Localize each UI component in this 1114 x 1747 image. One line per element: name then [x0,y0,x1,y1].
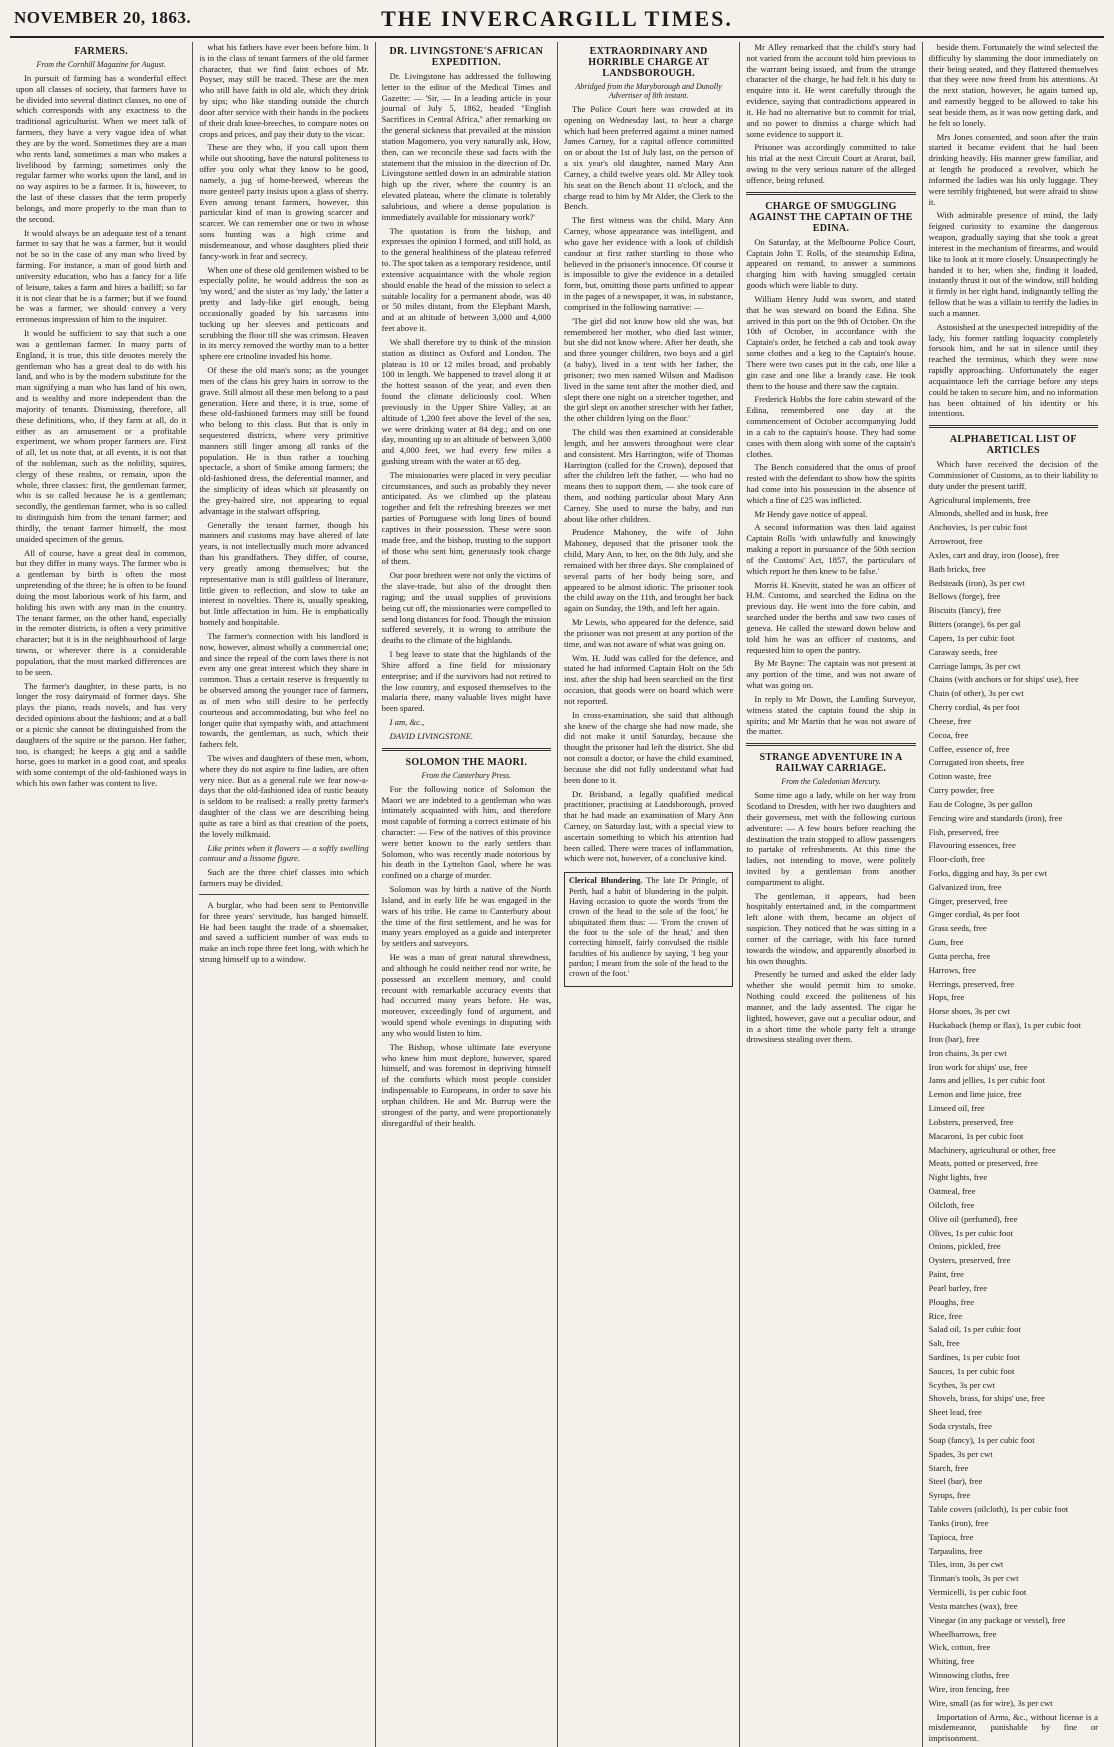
tariff-list-item: Steel (bar), free [928,1476,983,1487]
article-paragraph: Prudence Mahoney, the wife of John Mahoney, deposed that the prisoner took the child, Mary Ann, to her, on the 8th July, and she remained with her three days. She complained of several parts of her body being sore, and appeared to be almost idiotic. The prisoner took the child away on the 11th, and brought her back again on Sunday, the 19th, and left her again. [563,527,734,614]
column-3 [375,42,557,1747]
tariff-list-item: Salad oil, 1s per cubic foot [928,1324,1021,1335]
tariff-list-item: Flavouring essences, free [928,840,1016,851]
tariff-list-item: Soda crystals, free [928,1421,992,1432]
tariff-list-item: Night lights, free [928,1172,988,1183]
article-paragraph: The farmer's connection with his landlord is now, however, almost wholly a commercial one; and since the repeal of the corn laws there is not even any one great interest which they share in common. Thus a certain reserve is frequently to be observed among the younger race of farmers, as of men who still desire to be perfectly courteous and accommodating, but who feel no longer quite that sympathy with, and attachment towards, the gentleman, as such, which their fathers felt. [199,630,369,750]
tariff-list-item: Ginger, preserved, free [928,895,1008,906]
article-paragraph: Mrs Jones consented, and soon after the train started it became evident that he had been drinking heavily. His manner grew familiar, and at length he produced a revolver, which he informed the ladies was his only luggage. They were terribly frightened, but were afraid to show it. [928,131,1098,207]
tariff-list-item: Fish, preserved, free [928,826,999,837]
tariff-list-item: Curry powder, free [928,785,994,796]
article-paragraph: Frederick Hobbs the fore cabin steward of the Edina, remembered one day at the commencement of October accompanying Judd in a cab to the captain's house. They had some cases with them along with some of the captain's clothes. [746,394,916,459]
article-title-edina: CHARGE OF SMUGGLING AGAINST THE CAPTAIN OF THE EDINA. [749,200,913,234]
divider [199,894,368,895]
tariff-list-item: Hops, free [928,992,965,1003]
tariff-list-item: Olive oil (perfumed), free [928,1213,1018,1224]
tariff-list-item: Sauces, 1s per cubic foot [928,1365,1015,1376]
article-paragraph: The farmer's daughter, in these parts, is no longer the rosy dairymaid of former days. She plays the piano, reads novels, and has very decided opinions about the fashions; and at a ball or a picnic she cannot be distinguished from the daughters of the squire or the parson. Her father, too, is changed; he keeps a gig and a saddle horse, goes to market in a good coat, and speaks with some contempt of the old-fashioned ways in which his own father was content to live. [16,680,187,788]
column-5 [739,42,921,1747]
tariff-list-item: Grass seeds, free [928,923,987,934]
tariff-list-item: Paint, free [928,1269,964,1280]
article-paragraph: The quotation is from the bishop, and expresses the opinion I formed, and still hold, as to the general healthiness of the plateau referred to. The spot taken as a temporary residence, until extensive acquaintance with the whole region should enable the head of the mission to select a suitable locality for a permanent abode, was 40 or 50 miles distant, from the Elephant Marsh, and at an altitude of between 3,000 and 4,000 feet above it. [381,225,551,334]
tariff-list-item: Caraway seeds, free [928,646,998,657]
tariff-list-item: Syrups, free [928,1490,971,1501]
article-paragraph: Dr. Livingstone has addressed the following letter to the editor of the Medical Times and Gazette: — 'Sir, — In a leading article in your journal of July 5, 1862, headed "English Sacrifices in Central Africa," after remarking on the general sickness that prevailed at the mission station Magomero, you very naturally ask, How, then, can we reconcile these sad facts with the statement that the mission in the direction of Dr. Livingstone settled down in an admirable station high up the river, where the country is an elevated plateau, where the climate is tolerably salubrious, and where a dense population is immediately available for missionary work?' [381,71,551,222]
article-paragraph: Our poor brethren were not only the victims of the slave-trade, but also of the drought then raging; and the usual supplies of provisions being cut off, the missionaries were compelled to send long distances for food. Though the mission suffered severely, it is wrong to attribute the deaths to the climate of the highlands. [381,570,551,646]
article-paragraph: Of these the old man's sons; as the younger men of the class his grey hairs in sorrow to the grave. Still almost all these men belong to a past generation. Here and there, it is true, some of these old-fashioned farmers may still be found who belong to this class. But that is only in sequestered districts, where very primitive manners still linger among all ranks of the population. He is thus rather a touching spectacle, a short of Smike among farmers; the old-fashioned dress, the deferential manner, and the simplicity of ideas which sit pleasantly on the grey-haired sire, not appearing to equal advantage in the stalwart offspring. [199,365,369,516]
tariff-list-item: Anchovies, 1s per cubic foot [928,522,1028,533]
tariff-list-item: Floor-cloth, free [928,854,985,865]
article-paragraph: These are they who, if you call upon them while out shooting, have the natural politeness to offer you only what they know to be good, namely, a jug of home-brewed, whereas the more genteel party insists upon a glass of sherry. Even among tenant farmers, however, this particular kind of man is growing scarcer and scarcer. We can remember one or two in whose sons hunting was a high crime and misdemeanour, and whose daughters plied their fancy-work in fear and secrecy. [199,142,369,261]
tariff-list-item: Coffee, essence of, free [928,743,1010,754]
tariff-list-item: Galvanized iron, free [928,881,1002,892]
tariff-list-item: Meats, potted or preserved, free [928,1158,1038,1169]
tariff-list-item: Axles, cart and dray, iron (loose), free [928,549,1060,560]
article-paragraph: I beg leave to state that the highlands of the Shire afford a fine field for missionary enterprise; and if the survivors had not retired to the low country, and exposed themselves to the malaria there, many valuable lives might have been spared. [381,649,551,714]
tariff-list-item: Ginger cordial, 4s per foot [928,909,1020,920]
article-paragraph: Prisoner was accordingly committed to take his trial at the next Circuit Court at Ararat, bail, owing to the very serious nature of the alleged offence, being refused. [746,142,916,185]
tariff-list-item: Tinman's tools, 3s per cwt [928,1573,1019,1584]
tariff-list-item: Shovels, brass, for ships' use, free [928,1393,1045,1404]
article-paragraph: The gentleman, it appears, had been hospitably entertained and, in the compartment left alone with them, became an object of suspicion. They noticed that he was sitting in a corner of the carriage, with his face turned towards the window, and apparently absorbed in his own thoughts. [746,890,916,966]
tariff-list-item: Wire, small (as for wire), 3s per cwt [928,1697,1053,1708]
tariff-list-item: Forks, digging and hay, 3s per cwt [928,868,1047,878]
article-paragraph: what his fathers have ever been before him. It is in the class of tenant farmers of the old farmer character, that we find faint echoes of Mr. Poyser, may still be traced. These are the men who still have faith in old ale, which they drink by sips; who like standing outside the church door after service with their hands in the pockets of their drab knee-breeches, to compare notes on crops and prices, and pay their duty to the vicar. [199,42,369,139]
letter-signature: DAVID LIVINGSTONE. [389,730,474,741]
article-body-edina [746,237,915,737]
tariff-list-item: Onions, pickled, free [928,1241,1001,1252]
divider [929,425,1098,428]
tariff-list-item: Machinery, agricultural or other, free [928,1144,1056,1155]
letter-signoff: I am, &c., [389,717,425,728]
tariff-list-item: Gum, free [928,937,964,948]
article-paragraph: The Bench considered that the onus of proof rested with the defendant to show how the spirits had come into his possession in the absence of which a fine of £25 was inflicted. [746,462,916,505]
tariff-list-item: Oatmeal, free [928,1186,976,1197]
article-paragraph: Wm. H. Judd was called for the defence, and stated he had informed Captain Holt on the 5th inst. after the ship had been searched on the first occasion, that goods were on board which were not reported. [563,652,734,706]
box-text: The late Dr Pringle, of Perth, had a habit of blundering in the pulpit. Having occasion to quote the words 'from the crown of the head to the sole of the foot,' he ubiquitated them thus: — 'From the crown of the foot to the sole of the head,' and then correcting himself, fairly convulsed the risible faculties of his audience by saying, 'I beg your pardon; I meant from the sole of the head to the crown of the foot.' [568,876,729,979]
article-body-farmers-continued [199,42,368,840]
newspaper-title: THE INVERCARGILL TIMES. [381,6,733,31]
tariff-list-item: Cherry cordial, 4s per foot [928,702,1020,713]
tariff-list-item: Lobsters, preserved, free [928,1116,1014,1127]
tariff-list-item: Tapioca, free [928,1531,974,1542]
article-paragraph: The Police Court here was crowded at its opening on Wednesday last, to hear a charge which had been preferred against a miner named James Carney, for a capital offence committed on or about the 1st of July last, on the person of a six year's old daughter, named Mary Ann Carney, a child twelve years old. Mr Alley took his seat on the Bench about 11 o'clock, and the charge read to him by Mr Alder, the Clerk to the Bench. [563,104,734,212]
column-1 [10,42,192,1747]
tariff-list-item: Pearl barley, free [928,1282,988,1293]
article-body-railway-continued [929,42,1098,419]
article-paragraph: Morris H. Knevitt, stated he was an officer of H.M. Customs, and searched the Edina on the previous day. He went into the fore cabin, and searched under the berths and saw two cases of geneva. He called the steward down below and told him he was an officer of customs, and requested him to open the pantry. [746,579,916,655]
tariff-list-item: Macaroni, 1s per cubic foot [928,1130,1024,1141]
article-body-landsborough-continued [746,42,915,186]
article-paragraph: Mr Lewis, who appeared for the defence, said the prisoner was not present at any portion of the time, and was not aware of what was going on. [563,617,734,649]
tariff-list-item: Capers, 1s per cubic foot [928,632,1015,643]
article-paragraph: Generally the tenant farmer, though his manners and customs may have altered of late years, is not intellectually much more advanced than his grandfathers. They differ, of course, very greatly among themselves; but the representative man is still guiltless of literature, little given to reflection, and slow to take an interest in novelties. There is, usually speaking, but little affectation in him. He is emphatically homely and hospitable. [199,519,369,628]
divider [746,192,915,195]
tariff-list-item: Iron work for ships' use, free [928,1061,1028,1072]
article-paragraph: The missionaries were placed in very peculiar circumstances, and such as probably they never anticipated. As we climbed up the plateau together and felt the refreshing breezes we met parties of Portuguese with long lines of bound captives in their possession. These were soon made free, and the bishop, trusting to the support of those who sent him, generously took charge of them. [381,469,551,567]
tariff-list-item: Sheet lead, free [928,1407,982,1418]
article-paragraph: On Saturday, at the Melbourne Police Court, Captain John T. Rolls, of the steamship Edina, appeared on remand, to answer a summons charging him with having smuggled certain goods which were liable to duty. [746,236,916,291]
article-source-solomon: From the Canterbury Press. [421,770,512,780]
tariff-list-item: Chain (of other), 3s per cwt [928,688,1024,699]
tariff-list-item: Harrows, free [928,964,976,975]
columns [10,42,1104,1744]
article-paragraph: In cross-examination, she said that although she knew of the charge she had now made, she did not make it until Saturday, because she thought the prisoner had left the district. She did not consult a doctor, or have the child examined, because she did not fully understand what had been done to it. [563,709,734,785]
article-paragraph: The child was then examined at considerable length, and her answers throughout were clear and consistent. Mrs Harrington, wife of Thomas Harrington (called for the Crown), deposed that after the children left the father, — who had no means then to support them, — she took care of them, and nothing particular about Mary Ann Carney. She used to nurse the baby, and run about like other children. [563,427,734,524]
article-body-landsborough [564,104,733,864]
article-paragraph: William Henry Judd was sworn, and stated that he was steward on board the Edina. She arrived in this port on the 9th of October. On the 10th of October, in accordance with the Captain's order, he fetched a cab and took away some clothes and a keg to the Captain's house. There were two cases put in the cab, one like a gin case and one like a brandy case. He took them to the house and there saw the captain. [746,293,916,391]
article-source-landsborough: Abridged from the Maryborough and Dunolly Advertiser of 8th instant. [575,82,722,100]
tariff-list-item: Bedsteads (iron), 3s per cwt [928,577,1025,588]
tariff-list-item: Iron (bar), free [928,1033,980,1044]
article-paragraph: Astonished at the unexpected intrepidity of the lady, his former rattling loquacity completely forsook him, and he sat in silence until they reached the terminus, which they were now rapidly approaching. Unfortunately the eager acquaintance left the carriage before any steps could be taken to secure him, and no information has been obtained of his identity or his intentions. [928,321,1098,419]
tariff-list-item: Salt, free [928,1338,960,1349]
tariff-list-item: Spades, 3s per cwt [928,1448,993,1459]
tariff-list-item: Horse shoes, 3s per cwt [928,1006,1011,1017]
article-paragraph: He was a man of great natural shrewdness, and although he could neither read nor write, he possessed an excellent memory, and could recount with remarkable accuracy events that had occurred many years before. He was, moreover, exceedingly fond of argument, and would spend whole evenings in disputing with any who would listen to him. [381,952,551,1038]
closing-paragraph: Such are the three chief classes into which farmers may be divided. [199,867,369,889]
article-paragraph: Solomon was by birth a native of the North Island, and in early life he was engaged in the wars of his tribe. He came to Canterbury about the time of the first settlement, and he was for many years employed as a guide and interpreter by settlers and surveyors. [381,884,551,949]
article-paragraph: With admirable presence of mind, the lady feigned curiosity to examine the dangerous weapon, gradually saying that she took a great interest in the mechanism of firearms, and would like to look at it more closely. Unsuspectingly he handed it to her, when she, finding it loaded, instantly thrust it out of the window, still holding it firmly in her right hand, indignantly telling the fellow that he was a villain to terrify the ladies in such a manner. [928,210,1098,318]
tariff-list-item: Linseed oil, free [928,1103,985,1114]
article-body-solomon [382,784,551,1129]
column-2 [192,42,374,1747]
tariff-list-item: Rice, free [928,1310,963,1321]
article-paragraph: Mr Alley remarked that the child's story had not varied from the account told him previous to the warrant being issued, and from the strange character of the charge, he had felt it his duty to enquire into it. He went carefully through the evidence, saying that contradictions appeared in it. He had no alternative but to commit for trial, and no power to dismiss a charge which had some evidence to support it. [746,42,916,139]
divider [382,748,551,751]
article-source-farmers: From the Cornhill Magazine for August. [36,60,166,69]
tariff-list-item: Cotton waste, free [928,771,992,782]
tariff-list-item: Almonds, shelled and in husk, free [928,508,1049,519]
tariff-list-item: Starch, free [928,1462,969,1473]
article-title-solomon: SOLOMON THE MAORI. [405,756,528,768]
box-title: Clerical Blundering. [568,876,643,886]
article-title-farmers: FARMERS. [74,46,128,57]
tariff-list-item: Biscuits (fancy), free [928,605,1001,616]
tariff-list-item: Vinegar (in any package or vessel), free [928,1614,1066,1625]
tariff-list-item: Corrugated iron sheets, free [928,757,1025,768]
tariff-list-item: Wick, cotton, free [928,1642,991,1653]
tariff-list-item: Cheese, free [928,715,972,726]
article-paragraph: In reply to Mr Down, the Landing Surveyor, witness stated the captain found the ship in spirits; and Mr Martin that he was not aware of the matter. [746,693,916,737]
article-paragraph: We shall therefore try to think of the mission station as distinct as Oxford and London. The plateau is 10 or 12 miles broad, and probably 100 in length. We happened to travel along it at the hottest season of the year, and even then found the climate deliciously cool. When previously in the Upper Shire Valley, at an altitude of 1,200 feet above the level of the sea, we were drinking water at 84 deg.; and on one day, mounting up to an altitude of between 3,000 and 4,000 feet, we had every few miles a gushing stream with the water at 65 deg. [381,336,551,466]
article-paragraph: Presently he turned and asked the elder lady whether she would permit him to smoke. Nothing could exceed the politeness of his manner, and the lady assented. The cigar he lighted, however, gave out a peculiar odour, and in a short time the whole party felt a strange drowsiness stealing over them. [746,969,916,1045]
tariff-list-item: Iron chains, 3s per cwt [928,1047,1007,1058]
article-paragraph: The wives and daughters of these men, whom, where they do not aspire to fine ladies, are often very nice. But as a general rule we fear now-a-days that the old-fashioned idea of rustic beauty is seldom to be realised: a really pretty farmer's daughter of the class we are describing being quite as rare a bird as that creation of the poets, the lovely milkmaid. [199,753,369,839]
article-paragraph: 'The girl did not know how old she was, but remembered her mother, who died last winter, but she did not know where. After her death, she and three younger children, two boys and a girl (a baby), lived in a tent with her father, the prisoner; two men named Wilson and Madison lived in the same tent after the mother died, and slept there one night on a stretcher together, and the girl slept on another stretcher with her father, the other children lying on the floor.' [563,315,734,424]
news-fragment: A burglar, who had been sent to Pentonville for three years' servitude, has hanged himself. He had been taught the trade of a shoemaker, and saved a sufficient number of wax ends to make an inch rope three feet long, with which he strung himself up to a window. [199,899,369,965]
column-6 [922,42,1104,1747]
tariff-list-item: Agricultural implements, free [928,494,1031,505]
tariff-list-item: Scythes, 3s per cwt [928,1379,996,1390]
tariff-list-item: Ploughs, free [928,1296,975,1307]
tariff-list-item: Cocoa, free [928,729,969,740]
tariff-list-item: Vesta matches (wax), free [928,1600,1018,1611]
tariff-list-item: Tanks (iron), free [928,1517,989,1528]
article-title-landsborough: EXTRAORDINARY AND HORRIBLE CHARGE AT LANDSBOROUGH. [588,46,710,79]
article-paragraph: Mr Hendy gave notice of appeal. [754,508,868,519]
article-paragraph: It would be sufficient to say that such a one was a gentleman farmer. In many parts of England, it is true, this title denotes merely the gentleman who has a great deal to do with his land, and who is by the modern substitute for the man signifying a man who has land of his own, and is wealthy and more independent than the majority of tenants. Dismissing, therefore, all these definitions, who, if they farm at all, do it either as an amusement or a profitable experiment, we whom proper farmers are. First of all, let us note that, at all events, it is not that of the nobleman, such as the nobility, squires, clergy of these realms, or remain, upon the whole, three classes: first, the gentleman farmer, who is so called because he is a gentleman; secondly, the gentleman farmer, who is so called to distinguish him from the tenant farmer; and thirdly, the tenant farmer himself, the most unaided specimen of the genus. [16,328,187,544]
article-body-livingstone [382,71,551,714]
tariff-list-item: Winnowing cloths, free [928,1670,1010,1681]
tariff-list-item: Vermicelli, 1s per cubic foot [928,1587,1027,1598]
article-title-tariff-list: ALPHABETICAL LIST OF ARTICLES [949,434,1077,457]
tariff-list-item: Bath bricks, free [928,563,986,574]
tariff-list-item: Bellows (forge), free [928,591,1001,602]
article-paragraph: The Bishop, whose ultimate fate everyone who knew him must deplore, however, spared himself, and was foremost in depriving himself of the comforts which most people consider indispensable to Europeans, in order to save his orphan children. He and Mr. Burrup were the strongest of the party, and were proportionately disregardful of their health. [381,1041,551,1128]
article-body-railway [746,790,915,1045]
article-paragraph: In pursuit of farming has a wonderful effect upon all classes of society, that farmers have to be divided into several distinct classes, no one of which corresponds with any exactness to the traditional agriculturist. When we meet talk of farmers, they have a very vague idea of what they are by the word. Sometimes they are a man who rents land, sometimes a man who makes a livelihood by farming; sometimes only the regular farmer who works upon the land, and in no way aspires to be a farmer. It is, however, to the last of these classes that the term properly belongs, and more properly to the man than to the second. [16,73,187,224]
tariff-list [929,495,1098,1709]
tariff-list-item: Tiles, iron, 3s per cwt [928,1559,1004,1570]
divider [746,743,915,746]
article-body-farmers [16,73,186,789]
tariff-footnote: Importation of Arms, &c., without license is a misdemeanor, punishable by fine or imprisonment. [928,1711,1098,1744]
tariff-list-item: Lemon and lime juice, free [928,1089,1022,1100]
tariff-list-item: Jams and jellies, 1s per cubic foot [928,1075,1045,1086]
tariff-list-item: Soap (fancy), 1s per cubic foot [928,1434,1035,1445]
tariff-list-item: Wire, iron fencing, free [928,1683,1010,1694]
tariff-list-item: Oysters, preserved, free [928,1255,1011,1266]
article-paragraph: Some time ago a lady, while on her way from Scotland to Dresden, with her two daughters and their governess, met with the following curious adventure: — A few hours before reaching the destination the train stopped to allow passengers to partake of refreshments. At this time the ladies, not intending to move, were politely invited by a gentleman from another compartment to alight. [746,790,916,887]
tariff-list-item: Eau de Cologne, 3s per gallon [928,798,1033,809]
tariff-list-item: Fencing wire and standards (iron), free [928,812,1063,823]
tariff-list-item: Herrings, preserved, free [928,978,1015,989]
tariff-list-item: Table covers (oilcloth), 1s per cubic foot [928,1504,1069,1515]
tariff-list-item: Tarpaulins, free [928,1545,983,1556]
tariff-list-item: Carriage lamps, 3s per cwt [928,660,1021,671]
tariff-list-item: Bitters (orange), 6s per gal [928,619,1021,630]
tariff-list-item: Huckaback (hemp or flax), 1s per cubic foot [928,1020,1081,1031]
tariff-list-item: Olives, 1s per cubic foot [928,1227,1013,1238]
tariff-list-item: Arrowroot, free [928,536,983,547]
article-paragraph: Dr. Brisband, a legally qualified medical practitioner, practising at Landsborough, proved that he had made an examination of Mary Ann Carney, on Saturday last, with a special view to ascertain something to which his attention had been called. There were traces of inflammation, which were not, however, of a conclusive kind. [563,788,734,864]
article-paragraph: A second information was then laid against Captain Rolls 'with unlawfully and knowingly making a report in pursuance of the 50th section of the Customs' Act, 1857, the particulars of which report he then knew to be false.' [746,522,916,576]
closing-verse: Like prints when it flowers — a softly swelling contour and a lissome figure. [199,842,369,864]
article-paragraph: It would always be an adequate test of a tenant farmer to say that he was a farmer, but it would not be so in the case of any man who lived by farming. For instance, a man of good birth and university education, who has a fancy for a life of leisure, takes a farm and hires a bailiff; so far it is not clear that he is a farmer; but if we found he was a farmer, we should convey a very erroneous impression of him to the inquirer. [16,227,187,325]
article-paragraph: By Mr Bayne: The captain was not present at any portion of the time, and was not aware of what was going on. [746,658,916,691]
issue-date: NOVEMBER 20, 1863. [14,8,192,27]
article-paragraph: The first witness was the child, Mary Ann Carney, whose appearance was intelligent, and who gave her evidence with a look of childish candour at first rather startling to those who believed in the prisoner's innocence. Of course it is impossible to give the evidence in a detailed form, but, omitting those parts unfitted to appear in the pages of a newspaper, it was, in substance, comprised in the following narrative: — [563,215,734,312]
article-title-livingstone: DR. LIVINGSTONE'S AFRICAN EXPEDITION. [389,46,544,68]
column-4 [557,42,739,1747]
article-paragraph: When one of these old gentlemen wished to be especially polite, he would address the son as 'my word,' and the sister as 'my lady,' the latter a pretty and lady-like girl enough, being occasionally goaded by his sarcasms into tucking up her sleeves and petticoats and scrubbing the floor till she was crimson. Heaven in its mercy removed the worthy man to a better sphere ere crinoline invaded his home. [199,264,369,362]
article-paragraph: All of course, have a great deal in common, but they differ in many ways. The farmer who is a gentleman by birth is often the most unpretending of the three; he is often to be found doing the most laborious work of his farm, and holding his own with any man in the country. The tenant farmer, on the other hand, especially in the remoter districts, is often a very primitive character; but it is in the neighbourhood of large towns, or wherever there is a considerable population, that the most marked differences are to be seen. [16,547,187,677]
article-title-railway: STRANGE ADVENTURE IN A RAILWAY CARRIAGE. [759,752,903,775]
tariff-list-item: Oilcloth, free [928,1199,975,1210]
article-paragraph: beside them. Fortunately the wind selected the difficulty by slamming the door immediately on their being seated, and they flattered themselves that they were now freed from his attentions. At the next station, however, he again turned up, and earnestly begged to be allowed to take his seat beside them, as it was now getting dark, and he felt so lonely. [928,42,1098,128]
tariff-list-intro: Which have received the decision of the Commissioner of Customs, as to their liability to duty under the present tariff. [928,459,1098,491]
tariff-list-item: Sardines, 1s per cubic foot [928,1351,1021,1362]
article-source-railway: From the Caledonian Mercury. [781,777,881,787]
tariff-list-item: Whiting, free [928,1656,975,1667]
masthead [10,8,1104,38]
tariff-list-item: Chains (with anchors or for ships' use), free [928,674,1079,685]
tariff-list-item: Wheelbarrows, free [928,1628,997,1639]
clerical-blundering-box [564,872,733,986]
tariff-list-item: Gutta percha, free [928,950,991,961]
article-paragraph: For the following notice of Solomon the Maori we are indebted to a gentleman who was intimately acquainted with him, and therefore most capable of forming a correct estimate of his character: — Few of the natives of this province were better known to the early settlers than Solomon, who was recently made notorious by his death in the Lyttelton Gaol, where he was confined on a charge of murder. [381,783,551,881]
